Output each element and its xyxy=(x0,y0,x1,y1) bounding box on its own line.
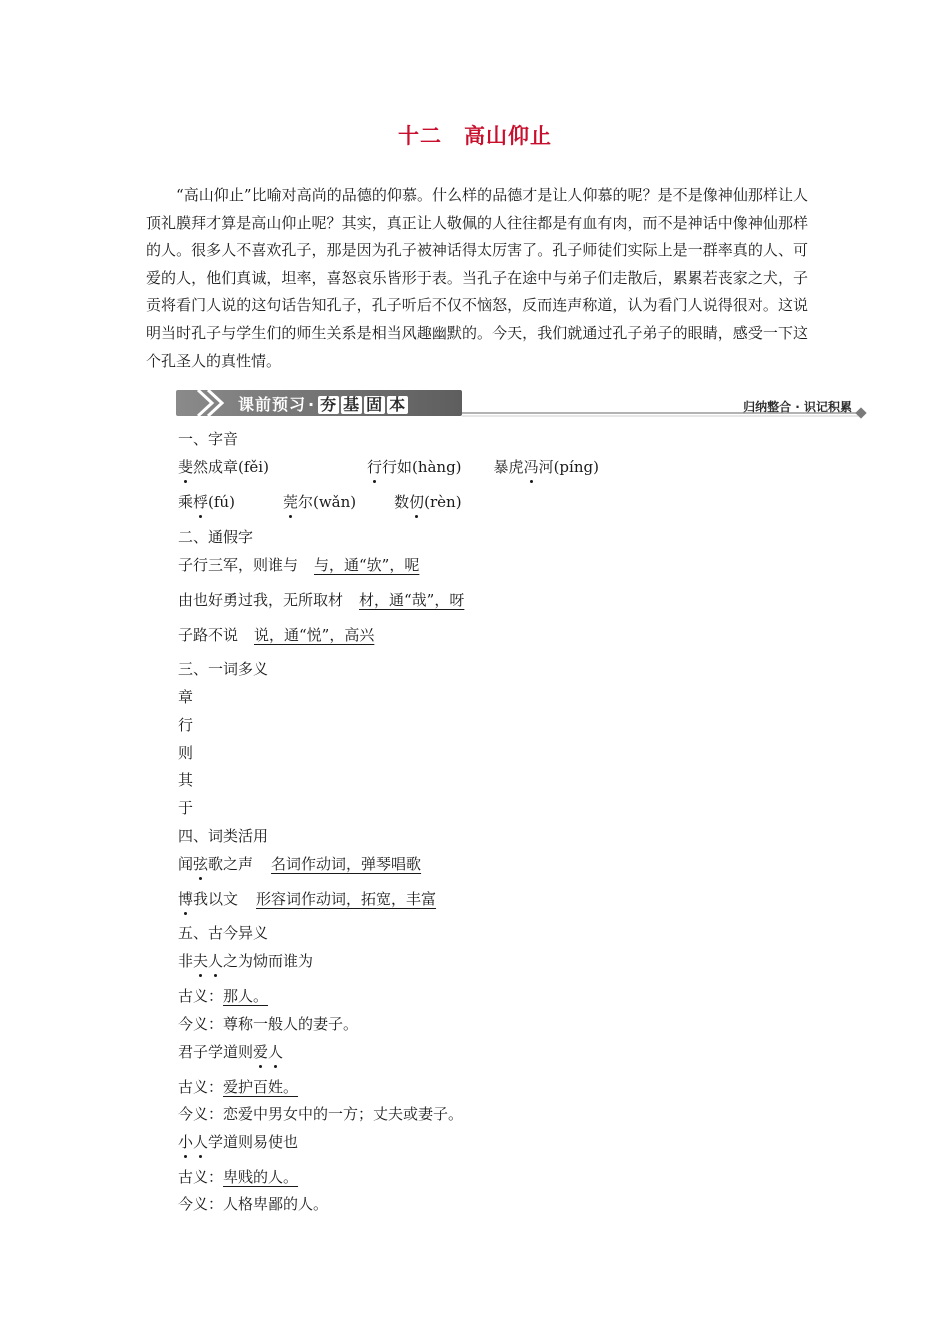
interchangeable-item xyxy=(178,589,464,610)
banner-dot: · xyxy=(308,395,316,414)
text-segment: 尊称一般人的妻子。 xyxy=(223,1015,359,1033)
ancient-modern-sentence xyxy=(178,1131,298,1152)
emphasized-char: 斐 xyxy=(178,458,194,476)
text-segment: 之为恸而谁为 xyxy=(223,952,314,970)
title-number: 十二 xyxy=(398,123,442,148)
modern-meaning xyxy=(178,1103,463,1124)
polysemy-word: 于 xyxy=(178,799,194,817)
intro-paragraph: “高山仰止”比喻对高尚的品德的仰慕。什么样的品德才是让人仰慕的呢？是不是像神仙那样让人顶礼膜拜才算是高山仰止呢？其实，真正让人敬佩的人往往都是有血有肉，而不是神话中像神仙那样的人。很多人不喜欢孔子，那是因为孔子被神话得太厉害了。孔子师徒们实际上是一群率真的人、可爱的人，他们真诚，坦率，喜怒哀乐皆形于表。当孔子在途中与弟子们走散后，累累若丧家之犬，子贡将看门人说的这句话告知孔子，孔子听后不仅不恼怒，反而连声称道，认为看门人说得很对。这说明当时孔子与学生们的师生关系是相当风趣幽默的。今天，我们就通过孔子弟子的眼睛，感受一下这个孔圣人的真性情。 xyxy=(146,186,808,370)
text-segment: 闻 xyxy=(178,855,194,873)
ancient-modern-sentence xyxy=(178,950,313,971)
interchangeable-item xyxy=(178,624,374,645)
emphasized-char: 人 xyxy=(268,1043,284,1061)
text-segment: (fú) xyxy=(208,493,235,511)
ancient-meaning xyxy=(178,1166,298,1187)
text-segment: 古义： xyxy=(178,1078,224,1096)
banner-subtitle: 归纳整合 · 识记积累 xyxy=(743,400,852,414)
text-segment: 由也好勇过我，无所取材 xyxy=(178,591,344,609)
text-segment: 行如(hàng) xyxy=(381,458,462,476)
emphasized-char: 小 xyxy=(178,1133,194,1151)
text-segment: 古义： xyxy=(178,1168,224,1186)
text-segment: 人格卑鄙的人。 xyxy=(223,1195,329,1213)
answer: 那人。 xyxy=(223,987,269,1005)
modern-meaning xyxy=(178,1013,358,1034)
title-name: 高山仰止 xyxy=(464,123,552,148)
section-heading-ancient-modern: 五、古今异义 xyxy=(178,924,269,942)
text-segment: 君子学道则 xyxy=(178,1043,254,1061)
text-segment: 学道则易使也 xyxy=(208,1133,299,1151)
pronunciation-row-2 xyxy=(178,491,462,512)
emphasized-char: 桴 xyxy=(193,493,209,511)
text-segment: 河(píng) xyxy=(538,458,599,476)
text-segment: 子行三军，则谁与 xyxy=(178,556,299,574)
answer: 说，通“悦”，高兴 xyxy=(254,626,375,644)
page-title xyxy=(0,120,950,150)
emphasized-char: 爱 xyxy=(253,1043,269,1061)
section-heading-interchangeable: 二、通假字 xyxy=(178,528,254,546)
text-segment: 歌之声 xyxy=(208,855,254,873)
emphasized-char: 人 xyxy=(208,952,224,970)
banner-char: 固 xyxy=(366,395,384,414)
section-heading-pronunciation: 一、字音 xyxy=(178,430,239,448)
emphasized-char: 弦 xyxy=(193,855,209,873)
emphasized-char: 行 xyxy=(366,458,382,476)
polysemy-word: 则 xyxy=(178,744,194,762)
pronunciation-item xyxy=(178,458,269,476)
banner-char: 夯 xyxy=(320,395,338,414)
text-segment: 乘 xyxy=(178,493,194,511)
banner-char: 基 xyxy=(343,395,361,414)
answer: 形容词作动词，拓宽，丰富 xyxy=(256,890,437,908)
polysemy-word: 章 xyxy=(178,688,194,706)
banner-boxed-words xyxy=(317,395,409,414)
emphasized-char: 人 xyxy=(193,1133,209,1151)
emphasized-char: 冯 xyxy=(523,458,539,476)
text-segment: 子路不说 xyxy=(178,626,239,644)
answer: 名词作动词，弹琴唱歌 xyxy=(271,855,422,873)
interchangeable-item xyxy=(178,554,419,575)
text-segment: 然成章(fěi) xyxy=(193,458,269,476)
text-segment: 古义： xyxy=(178,987,224,1005)
ancient-meaning xyxy=(178,1076,298,1097)
pronunciation-item xyxy=(494,458,599,476)
answer: 材，通“哉”，呀 xyxy=(359,591,465,609)
emphasized-char: 莞 xyxy=(282,493,298,511)
answer: 卑贱的人。 xyxy=(223,1168,299,1186)
banner-char: 本 xyxy=(389,395,407,414)
ancient-modern-sentence xyxy=(178,1041,283,1062)
word-class-item xyxy=(178,888,436,909)
emphasized-char: 夫 xyxy=(193,952,209,970)
answer: 与，通“欤”，呢 xyxy=(314,556,420,574)
text-segment: 我以文 xyxy=(193,890,239,908)
ancient-meaning xyxy=(178,985,268,1006)
text-segment: 恋爱中男女中的一方；丈夫或妻子。 xyxy=(223,1105,464,1123)
pronunciation-item xyxy=(283,493,356,511)
text-segment: 非 xyxy=(178,952,194,970)
answer: 爱护百姓。 xyxy=(223,1078,299,1096)
text-segment: 尔(wǎn) xyxy=(297,493,357,511)
pronunciation-item xyxy=(367,458,462,476)
section-banner xyxy=(176,386,870,420)
banner-title-text: 课前预习 xyxy=(238,395,307,414)
word-class-item xyxy=(178,853,421,874)
polysemy-word: 行 xyxy=(178,716,194,734)
banner-title xyxy=(238,392,409,415)
pronunciation-item xyxy=(394,493,461,511)
section-heading-word-class: 四、词类活用 xyxy=(178,827,269,845)
text-segment: 今义： xyxy=(178,1015,224,1033)
text-segment: 暴虎 xyxy=(493,458,524,476)
section-heading-polysemy: 三、一词多义 xyxy=(178,660,269,678)
polysemy-word: 其 xyxy=(178,771,194,789)
text-segment: 数 xyxy=(394,493,410,511)
text-segment: 今义： xyxy=(178,1105,224,1123)
pronunciation-item xyxy=(178,493,235,511)
emphasized-char: 仞 xyxy=(409,493,425,511)
text-segment: 今义： xyxy=(178,1195,224,1213)
modern-meaning xyxy=(178,1193,328,1214)
text-segment: (rèn) xyxy=(424,493,462,511)
emphasized-char: 博 xyxy=(178,890,194,908)
pronunciation-row-1 xyxy=(178,456,599,477)
